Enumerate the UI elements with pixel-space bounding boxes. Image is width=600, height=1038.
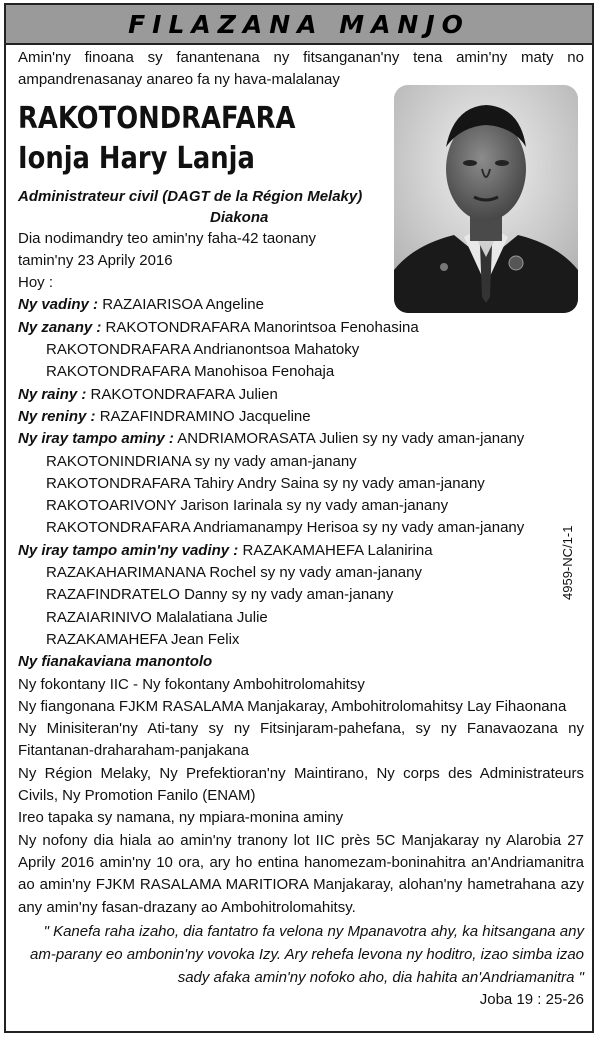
family-member: ANDRIAMORASATA Julien sy ny vady aman-janany bbox=[177, 430, 525, 448]
deceased-surname: RAKOTONDRAFARA bbox=[18, 100, 296, 136]
family-member: RAZAFINDRAMINO Jacqueline bbox=[99, 407, 311, 425]
relatives-line: Ny fiangonana FJKM RASALAMA Manjakaray, Ambohitrolomahitsy Lay Fihaonana bbox=[18, 697, 567, 715]
family-label: Ny iray tampo amin'ny vadiny : bbox=[18, 541, 239, 559]
family-group-siblings bbox=[18, 428, 584, 450]
family-group-children bbox=[18, 317, 584, 339]
family-member: RAZAKAMAHEFA Jean Felix bbox=[46, 630, 240, 648]
family-member: RAKOTONDRAFARA Tahiry Andry Saina sy ny vady aman-janany bbox=[46, 474, 485, 492]
deceased-title: Administrateur civil (DAGT de la Région Melaky) bbox=[18, 187, 363, 205]
family-label: Ny vadiny : bbox=[18, 296, 99, 314]
death-line: Hoy : bbox=[18, 274, 54, 292]
family-member: RAZAIARINIVO Malalatiana Julie bbox=[46, 608, 268, 626]
bible-reference: Joba 19 : 25-26 bbox=[479, 990, 584, 1008]
intro-text: Amin'ny finoana sy fanantenana ny fitsanganan'ny tena amin'ny maty no ampandrenasanay anareo fa ny hava-malalanay bbox=[18, 49, 584, 89]
header-banner bbox=[6, 5, 592, 45]
family-group-father bbox=[18, 384, 584, 406]
side-code: 4959-NC/1-1 bbox=[560, 525, 575, 600]
deceased-given-names: Ionja Hary Lanja bbox=[18, 140, 255, 176]
deceased-role: Diakona bbox=[210, 208, 269, 226]
family-member: RAZAKAMAHEFA Lalanirina bbox=[242, 541, 433, 559]
funeral-text: Ny nofony dia hiala ao amin'ny tranony lot IIC près 5C Manjakaray ny Alarobia 27 Aprily 2016 amin'ny 10 ora, ary ho entina hanomezam-boninahitra an'Andriamanitra ao amin'ny FJKM RASALAMA MARITIORA Manjakaray, alohan'ny hametrahana azy any amin'ny fasan-drazany ao Ambohitrolomahitsy. bbox=[18, 831, 584, 916]
family-member: RAKOTONDRAFARA Andrianontsoa Mahatoky bbox=[46, 341, 360, 359]
family-member: RAKOTONDRAFARA Manorintsoa Fenohasina bbox=[105, 318, 419, 336]
bible-quote: " Kanefa raha izaho, dia fantatro fa velona ny Mpanavotra ahy, ka hitsangana any am-parany eo ambonin'ny vovoka Izy. Ary rehefa levona ny hoditro, izao simba izao sady afaka amin'ny nofoko aho, dia hahita an'Andriamanitra " bbox=[30, 922, 584, 986]
family-group-spouse bbox=[18, 294, 584, 316]
family-label: Ny iray tampo aminy : bbox=[18, 430, 174, 448]
death-line: tamin'ny 23 Aprily 2016 bbox=[18, 251, 173, 269]
family-label: Ny rainy : bbox=[18, 385, 87, 403]
relatives-line: Ny Région Melaky, Ny Prefektioran'ny Maintirano, Ny corps des Administrateurs Civils, Ny Promotion Fanilo (ENAM) bbox=[18, 764, 584, 805]
family-member: RAKOTONDRAFARA Julien bbox=[90, 385, 278, 403]
relatives-line: Ireo tapaka sy namana, ny mpiara-monina aminy bbox=[18, 809, 344, 827]
family-member: RAKOTONDRAFARA Andriamanampy Herisoa sy ny vady aman-janany bbox=[46, 519, 525, 537]
family-member: RAZAFINDRATELO Danny sy ny vady aman-janany bbox=[46, 586, 394, 604]
family-member: RAKOTONINDRIANA sy ny vady aman-janany bbox=[46, 452, 357, 470]
relatives-label: Ny fianakaviana manontolo bbox=[18, 653, 213, 671]
relatives-line: Ny fokontany IIC - Ny fokontany Ambohitrolomahitsy bbox=[18, 675, 365, 693]
family-member: RAZAIARISOA Angeline bbox=[102, 296, 264, 314]
family-label: Ny reniny : bbox=[18, 407, 96, 425]
family-group-mother bbox=[18, 406, 584, 428]
family-member: RAZAKAHARIMANANA Rochel sy ny vady aman-janany bbox=[46, 564, 422, 582]
family-member: RAKOTONDRAFARA Manohisoa Fenohaja bbox=[46, 363, 335, 381]
family-group-siblings-in-law bbox=[18, 540, 584, 562]
family-member: RAKOTOARIVONY Jarison Iarinala sy ny vady aman-janany bbox=[46, 497, 449, 515]
notice-body bbox=[18, 47, 584, 1011]
relatives-line: Ny Minisiteran'ny Ati-tany sy ny Fitsinjaram-pahefana, sy ny Fanavaozana ny Fitantanan-draharaham-panjakana bbox=[18, 720, 584, 760]
death-line: Dia nodimandry teo amin'ny faha-42 taonany bbox=[18, 229, 317, 247]
family-label: Ny zanany : bbox=[18, 318, 102, 336]
header-title: FILAZANA MANJO bbox=[128, 9, 470, 39]
